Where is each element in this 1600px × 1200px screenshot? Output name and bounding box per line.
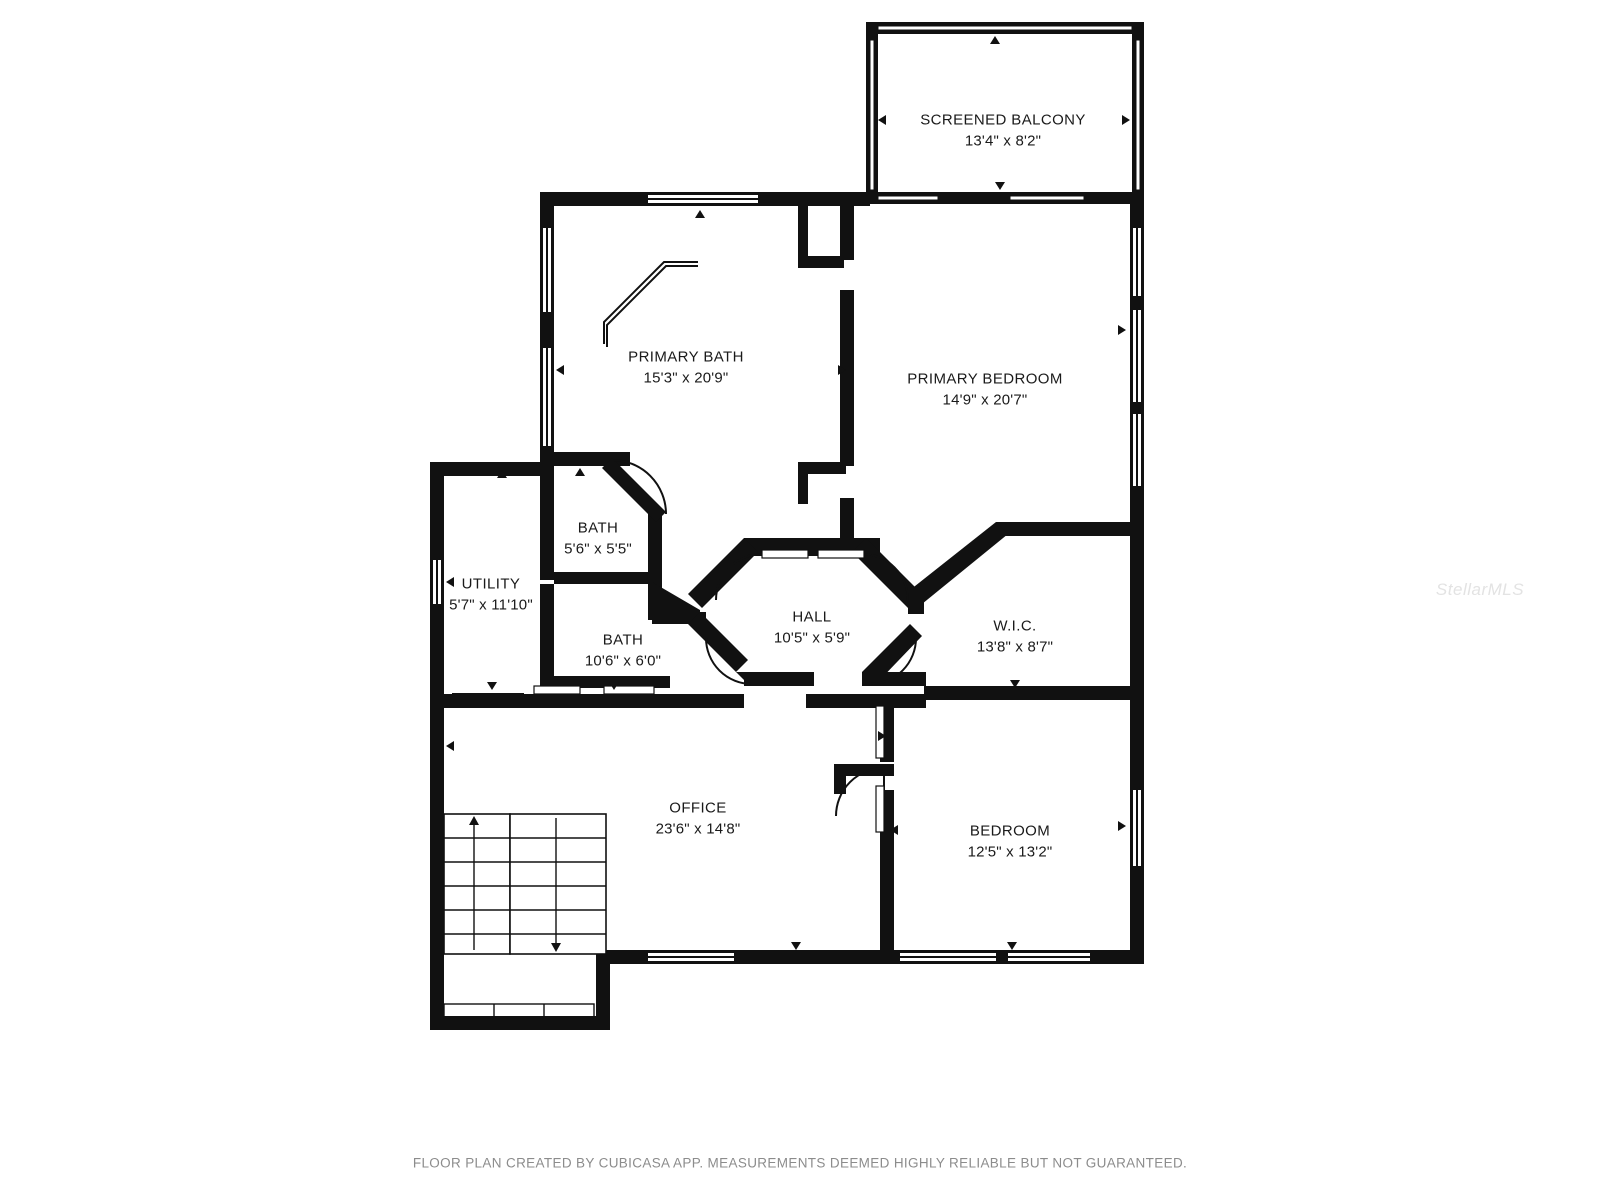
room-dimensions: 10'5" x 5'9" <box>773 629 851 646</box>
room-dimensions: 5'7" x 11'10" <box>449 596 533 613</box>
room-dimensions: 12'5" x 13'2" <box>967 843 1053 860</box>
mls-watermark: StellarMLS <box>1435 580 1525 599</box>
room-name: UTILITY <box>461 575 521 593</box>
room-name: HALL <box>792 608 832 626</box>
room-dimensions: 5'6" x 5'5" <box>564 540 632 557</box>
room-name: PRIMARY BEDROOM <box>907 370 1063 388</box>
room-name: W.I.C. <box>993 617 1037 635</box>
disclaimer-text: FLOOR PLAN CREATED BY CUBICASA APP. MEASUREMENTS DEEMED HIGHLY RELIABLE BUT NOT GUARANTEED. <box>412 1155 1188 1171</box>
room-name: BATH <box>577 519 619 537</box>
room-dimensions: 15'3" x 20'9" <box>643 369 729 386</box>
room-name: OFFICE <box>669 799 727 817</box>
room-name: BEDROOM <box>969 822 1051 840</box>
screened-balcony-walls <box>866 22 1144 204</box>
room-name: BATH <box>602 631 644 649</box>
room-dimensions: 23'6" x 14'8" <box>655 820 741 837</box>
staircase <box>444 814 606 1018</box>
room-dimensions: 13'8" x 8'7" <box>976 638 1054 655</box>
room-dimensions: 13'4" x 8'2" <box>964 132 1042 149</box>
room-dimensions: 14'9" x 20'7" <box>942 391 1028 408</box>
room-dimensions: 10'6" x 6'0" <box>584 652 662 669</box>
room-name: PRIMARY BATH <box>628 348 744 366</box>
room-name: SCREENED BALCONY <box>920 111 1086 129</box>
